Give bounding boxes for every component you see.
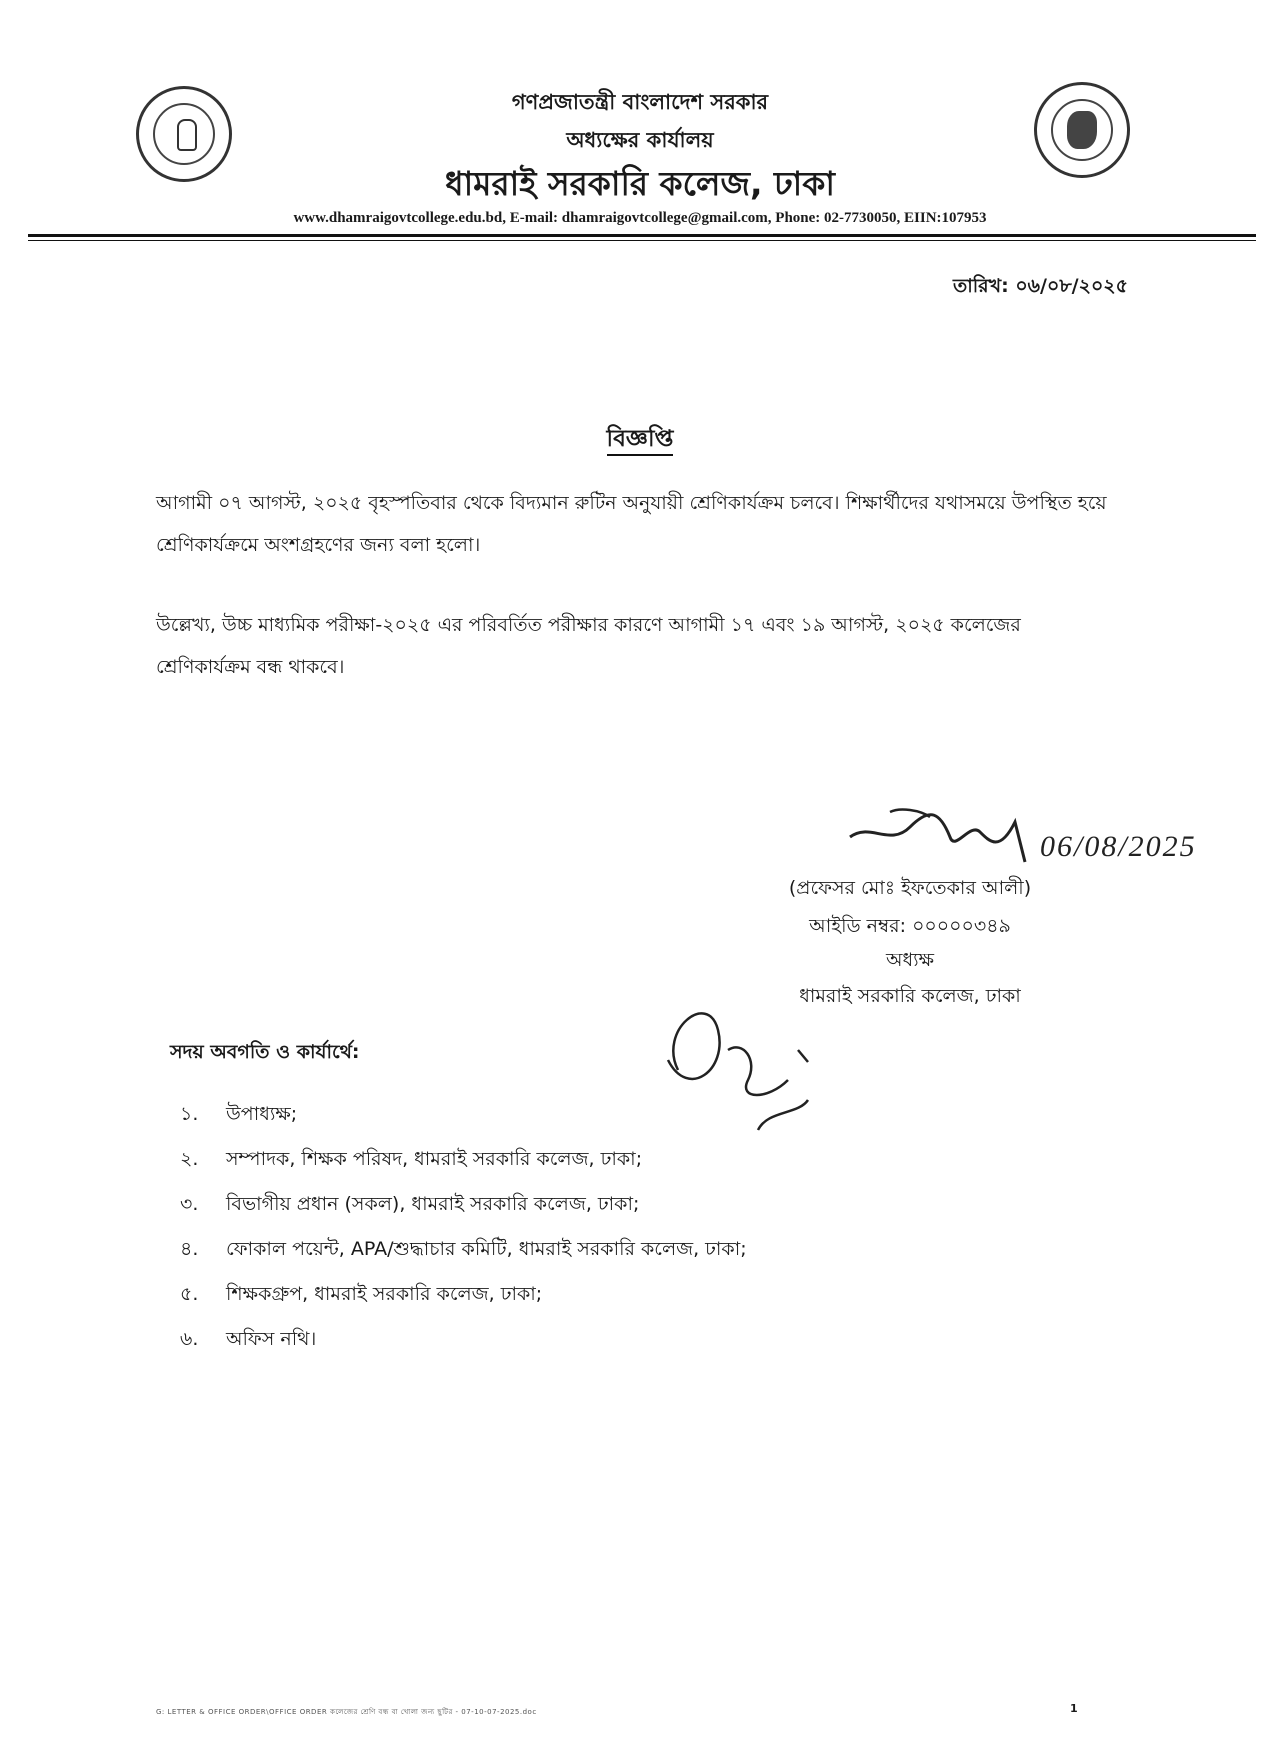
signature-date: 06/08/2025 [1040,830,1197,863]
signatory-name: (প্রফেসর মোঃ ইফতেকার আলী) [788,877,1032,899]
notice-paragraph-2: উল্লেখ্য, উচ্চ মাধ্যমিক পরীক্ষা-২০২৫ এর পরিবর্তিত পরীক্ষার কারণে আগামী ১৭ এবং ১৯ আগস্ট, ২০২৫ কলেজের শ্রেণিকার্যক্রম বন্ধ থাকবে। [156,614,1021,678]
signatory-organization: ধামরাই সরকারি কলেজ, ঢাকা [799,985,1021,1007]
office-name: অধ্যক্ষের কার্যালয় [566,128,714,152]
contact-line: www.dhamraigovtcollege.edu.bd, E-mail: dhamraigovtcollege@gmail.com, Phone: 02-7730050, EIIN:107953 [293,210,987,226]
notice-date: তারিখ: ০৬/০৮/২০২৫ [952,275,1128,297]
list-item: ২. সম্পাদক, শিক্ষক পরিষদ, ধামরাই সরকারি কলেজ, ঢাকা; [180,1148,643,1170]
page-number: 1 [1070,1702,1078,1715]
header-rule [28,234,1256,237]
notice-title [0,420,1280,459]
list-item: ৪. ফোকাল পয়েন্ট, APA/শুদ্ধাচার কমিটি, ধামরাই সরকারি কলেজ, ঢাকা; [180,1238,747,1260]
list-item: ১. উপাধ্যক্ষ; [180,1103,298,1125]
header-rule-thin [28,240,1256,241]
college-name: ধামরাই সরকারি কলেজ, ঢাকা [445,164,835,203]
distribution-list [180,1092,747,1362]
government-name: গণপ্রজাতন্ত্রী বাংলাদেশ সরকার [511,90,769,114]
list-item: ৬. অফিস নথি। [180,1328,317,1350]
list-item: ৫. শিক্ষকগ্রুপ, ধামরাই সরকারি কলেজ, ঢাকা; [180,1283,543,1305]
notice-paragraph-1: আগামী ০৭ আগস্ট, ২০২৫ বৃহস্পতিবার থেকে বিদ্যমান রুটিন অনুযায়ী শ্রেণিকার্যক্রম চলবে। শিক্ষার্থীদের যথাসময়ে উপস্থিত হয়ে শ্রেণিকার্যক্রমে অংশগ্রহণের জন্য বলা হলো। [156,492,1107,556]
notice-title-text: বিজ্ঞপ্তি [607,426,674,456]
signatory-id: আইডি নম্বর: ০০০০০৩৪৯ [809,915,1011,937]
principal-signature [830,792,1050,872]
signatory-designation: অধ্যক্ষ [885,949,934,971]
distribution-title: সদয় অবগতি ও কার্যার্থে: [170,1041,360,1063]
footer-file-path: G: LETTER & OFFICE ORDER\OFFICE ORDER কলেজের শ্রেণি বন্ধ বা খোলা জন্য ছুটির - 07-10-07-2025.doc [156,1708,537,1716]
list-item: ৩. বিভাগীয় প্রধান (সকল), ধামরাই সরকারি কলেজ, ঢাকা; [180,1193,640,1215]
